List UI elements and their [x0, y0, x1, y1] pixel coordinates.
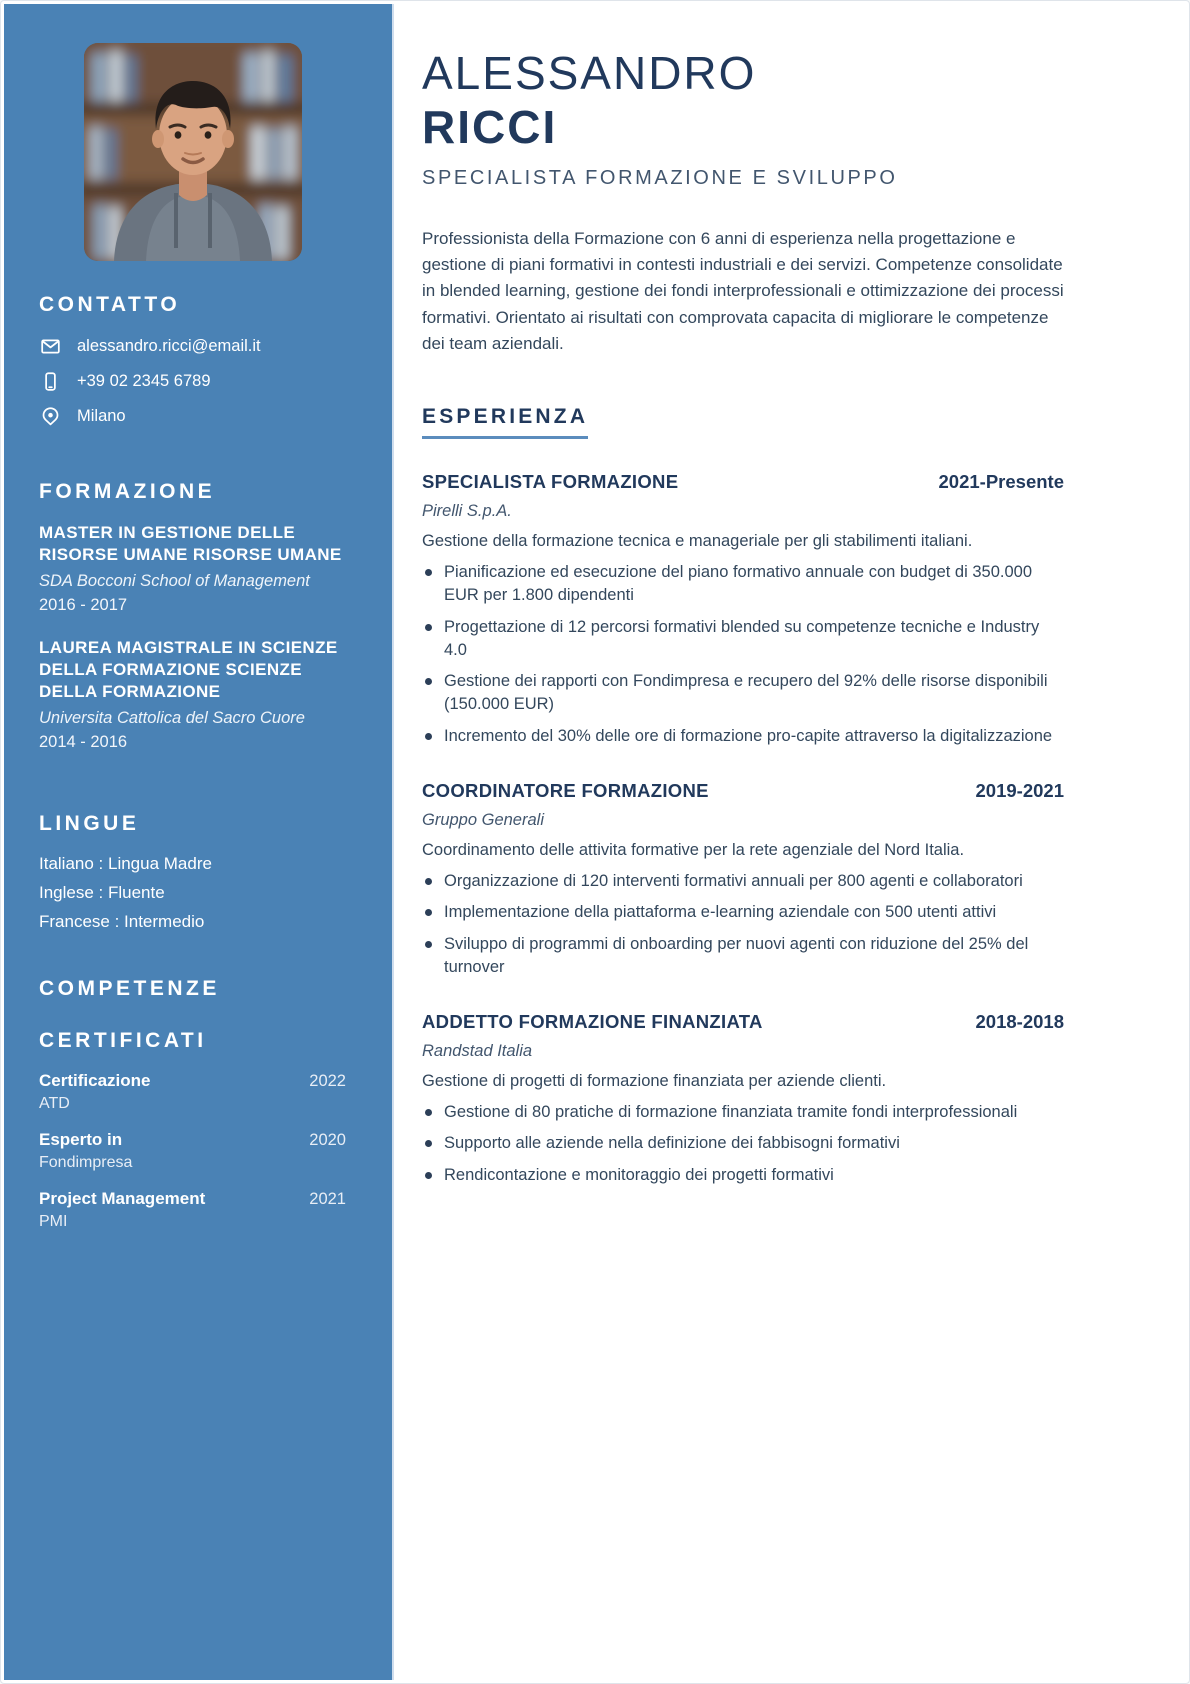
certificate-item — [39, 1130, 346, 1172]
contact-section — [39, 293, 346, 440]
email-icon — [39, 335, 61, 357]
main-column — [394, 4, 1186, 1680]
job-description: Gestione della formazione tecnica e manageriale per gli stabilimenti italiani. — [422, 532, 973, 551]
job-period: 2018-2018 — [975, 1010, 1064, 1032]
phone-icon — [39, 370, 61, 392]
job-period: 2019-2021 — [975, 779, 1064, 801]
job-bullet: Incremento del 30% delle ore di formazione pro-capite attraverso la digitalizzazione — [422, 725, 1064, 748]
job-bullet: Supporto alle aziende nella definizione dei fabbisogni formativi — [422, 1132, 1064, 1155]
certificate-issuer: Fondimpresa — [39, 1154, 133, 1172]
job-entry — [422, 1011, 1064, 1187]
person-title: SPECIALISTA FORMAZIONE E SVILUPPO — [422, 166, 898, 189]
job-title: ADDETTO FORMAZIONE FINANZIATA — [422, 1010, 763, 1032]
job-entry — [422, 471, 1064, 747]
job-bullet-list — [422, 1101, 1064, 1187]
languages-section — [39, 812, 346, 941]
sidebar — [4, 4, 394, 1680]
certificate-item — [39, 1189, 346, 1231]
contact-phone-row — [39, 370, 346, 392]
job-bullet: Rendicontazione e monitoraggio dei progetti formativi — [422, 1164, 1064, 1187]
certificate-year: 2021 — [309, 1190, 346, 1209]
certificate-year: 2022 — [309, 1072, 346, 1091]
certificate-year: 2020 — [309, 1131, 346, 1150]
contact-phone-text: +39 02 2345 6789 — [77, 371, 211, 390]
profile-photo — [84, 43, 302, 261]
certificate-item — [39, 1071, 346, 1113]
certificate-name: Project Management — [39, 1189, 206, 1209]
job-period: 2021-Presente — [938, 471, 1064, 493]
contact-location-row — [39, 405, 346, 427]
last-name: RICCI — [422, 101, 558, 154]
job-bullet-list — [422, 870, 1064, 979]
contact-heading: CONTATTO — [39, 293, 181, 316]
education-school: SDA Bocconi School of Management — [39, 571, 310, 590]
education-degree: MASTER IN GESTIONE DELLE RISORSE UMANE RISORSE UMANE — [39, 523, 342, 564]
job-title: COORDINATORE FORMAZIONE — [422, 779, 709, 801]
education-school: Universita Cattolica del Sacro Cuore — [39, 708, 305, 727]
language-item: Inglese : Fluente — [39, 883, 165, 903]
certificates-heading: CERTIFICATI — [39, 1029, 207, 1053]
person-name — [422, 46, 1064, 155]
education-degree: LAUREA MAGISTRALE IN SCIENZE DELLA FORMAZIONE SCIENZE DELLA FORMAZIONE — [39, 638, 338, 701]
location-icon — [39, 405, 61, 427]
education-item — [39, 522, 346, 615]
language-item: Italiano : Lingua Madre — [39, 854, 212, 874]
job-bullet-list — [422, 561, 1064, 747]
skills-heading: COMPETENZE — [39, 977, 220, 1001]
contact-location-text: Milano — [77, 406, 126, 425]
certificate-issuer: PMI — [39, 1213, 68, 1231]
profile-photo-illustration — [84, 43, 302, 261]
certificate-name: Certificazione — [39, 1071, 151, 1091]
certificate-issuer: ATD — [39, 1095, 70, 1113]
contact-email-text: alessandro.ricci@email.it — [77, 336, 261, 355]
certificate-name: Esperto in — [39, 1130, 123, 1150]
education-heading: FORMAZIONE — [39, 480, 216, 503]
job-title: SPECIALISTA FORMAZIONE — [422, 471, 679, 493]
education-years: 2016 - 2017 — [39, 596, 128, 615]
summary-paragraph: Professionista della Formazione con 6 anni di esperienza nella progettazione e gestione di piani formativi in contesti industriali e dei servizi. Competenze consolidate in blended learning, gestione dei fondi interprofessionali e ottimizzazione dei processi formativi. Orientato ai risultati con comprovata capacita di migliorare le competenze dei team aziendali. — [422, 228, 1064, 353]
job-company: Randstad Italia — [422, 1041, 533, 1060]
job-company: Gruppo Generali — [422, 810, 544, 829]
skills-section — [39, 977, 346, 1001]
job-description: Gestione di progetti di formazione finanziata per aziende clienti. — [422, 1071, 887, 1090]
job-bullet: Gestione dei rapporti con Fondimpresa e recupero del 92% delle risorse disponibili (150.000 EUR) — [422, 670, 1064, 716]
education-years: 2014 - 2016 — [39, 733, 128, 752]
contact-email-row — [39, 335, 346, 357]
job-bullet: Gestione di 80 pratiche di formazione finanziata tramite fondi interprofessionali — [422, 1101, 1064, 1124]
education-section — [39, 480, 346, 774]
job-description: Coordinamento delle attivita formative per la rete agenziale del Nord Italia. — [422, 840, 965, 859]
experience-heading: ESPERIENZA — [422, 405, 588, 439]
job-bullet: Sviluppo di programmi di onboarding per nuovi agenti con riduzione del 25% del turnover — [422, 933, 1064, 979]
job-bullet: Organizzazione di 120 interventi formativi annuali per 800 agenti e collaboratori — [422, 870, 1064, 893]
language-item: Francese : Intermedio — [39, 912, 205, 932]
certificates-section — [39, 1029, 346, 1248]
job-entry — [422, 780, 1064, 979]
job-bullet: Implementazione della piattaforma e-learning aziendale con 500 utenti attivi — [422, 901, 1064, 924]
languages-heading: LINGUE — [39, 812, 140, 836]
first-name: ALESSANDRO — [422, 47, 757, 99]
job-bullet: Pianificazione ed esecuzione del piano formativo annuale con budget di 350.000 EUR per 1.800 dipendenti — [422, 561, 1064, 607]
job-bullet: Progettazione di 12 percorsi formativi blended su competenze tecniche e Industry 4.0 — [422, 616, 1064, 662]
education-item — [39, 637, 346, 752]
job-company: Pirelli S.p.A. — [422, 502, 512, 521]
